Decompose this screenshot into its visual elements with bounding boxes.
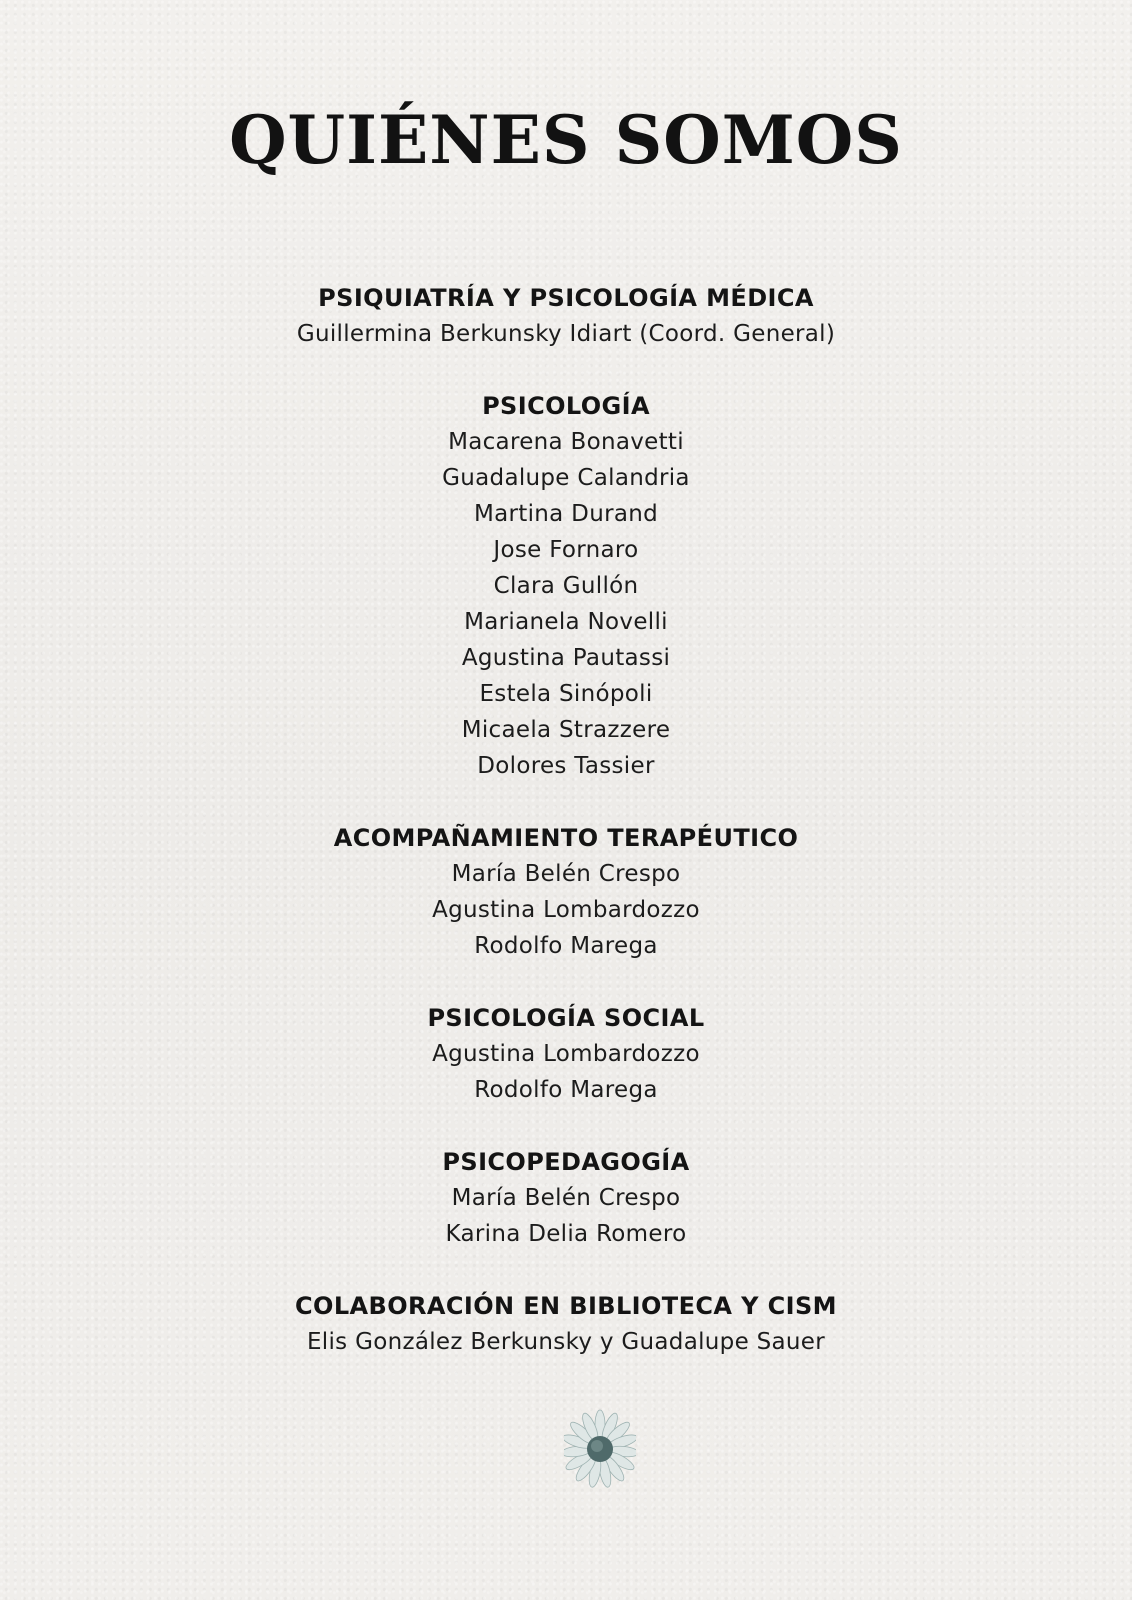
section-heading: PSIQUIATRÍA Y PSICOLOGÍA MÉDICA xyxy=(318,284,814,312)
member-name: Estela Sinópoli xyxy=(479,681,653,707)
member-name: Rodolfo Marega xyxy=(474,933,658,959)
member-name: Agustina Lombardozzo xyxy=(432,1041,700,1067)
member-name: Clara Gullón xyxy=(493,573,639,599)
team-sections xyxy=(0,280,1132,1396)
member-name: Marianela Novelli xyxy=(464,609,668,635)
section-psicologia-social xyxy=(0,1000,1132,1108)
daisy-flower-icon xyxy=(564,1405,636,1501)
section-psiquiatria xyxy=(0,280,1132,352)
section-colaboracion-biblioteca xyxy=(0,1288,1132,1360)
member-name: Agustina Pautassi xyxy=(461,645,671,671)
member-name: María Belén Crespo xyxy=(451,861,681,887)
member-name: Jose Fornaro xyxy=(493,537,639,563)
section-psicopedagogia xyxy=(0,1144,1132,1252)
logo-centro-integral-salud-mental xyxy=(494,1405,650,1510)
member-name: María Belén Crespo xyxy=(451,1185,681,1211)
section-heading: PSICOPEDAGOGÍA xyxy=(442,1148,690,1176)
member-name: Macarena Bonavetti xyxy=(448,429,684,455)
member-name: Dolores Tassier xyxy=(477,753,655,779)
section-heading: PSICOLOGÍA xyxy=(482,392,650,420)
member-name: Rodolfo Marega xyxy=(474,1077,658,1103)
section-heading: PSICOLOGÍA SOCIAL xyxy=(427,1004,705,1032)
section-heading: COLABORACIÓN EN BIBLIOTECA Y CISM xyxy=(295,1292,837,1320)
member-name: Guillermina Berkunsky Idiart (Coord. General) xyxy=(296,321,836,347)
member-name: Micaela Strazzere xyxy=(461,717,671,743)
section-acompanamiento-terapeutico xyxy=(0,820,1132,964)
section-heading: ACOMPAÑAMIENTO TERAPÉUTICO xyxy=(333,824,799,852)
member-name: Martina Durand xyxy=(474,501,658,527)
member-name: Karina Delia Romero xyxy=(445,1221,687,1247)
page-title: QUIÉNES SOMOS xyxy=(229,101,903,179)
member-name: Elis González Berkunsky y Guadalupe Sauer xyxy=(306,1329,826,1355)
member-name: Agustina Lombardozzo xyxy=(432,897,700,923)
section-psicologia xyxy=(0,388,1132,784)
member-name: Guadalupe Calandria xyxy=(442,465,690,491)
